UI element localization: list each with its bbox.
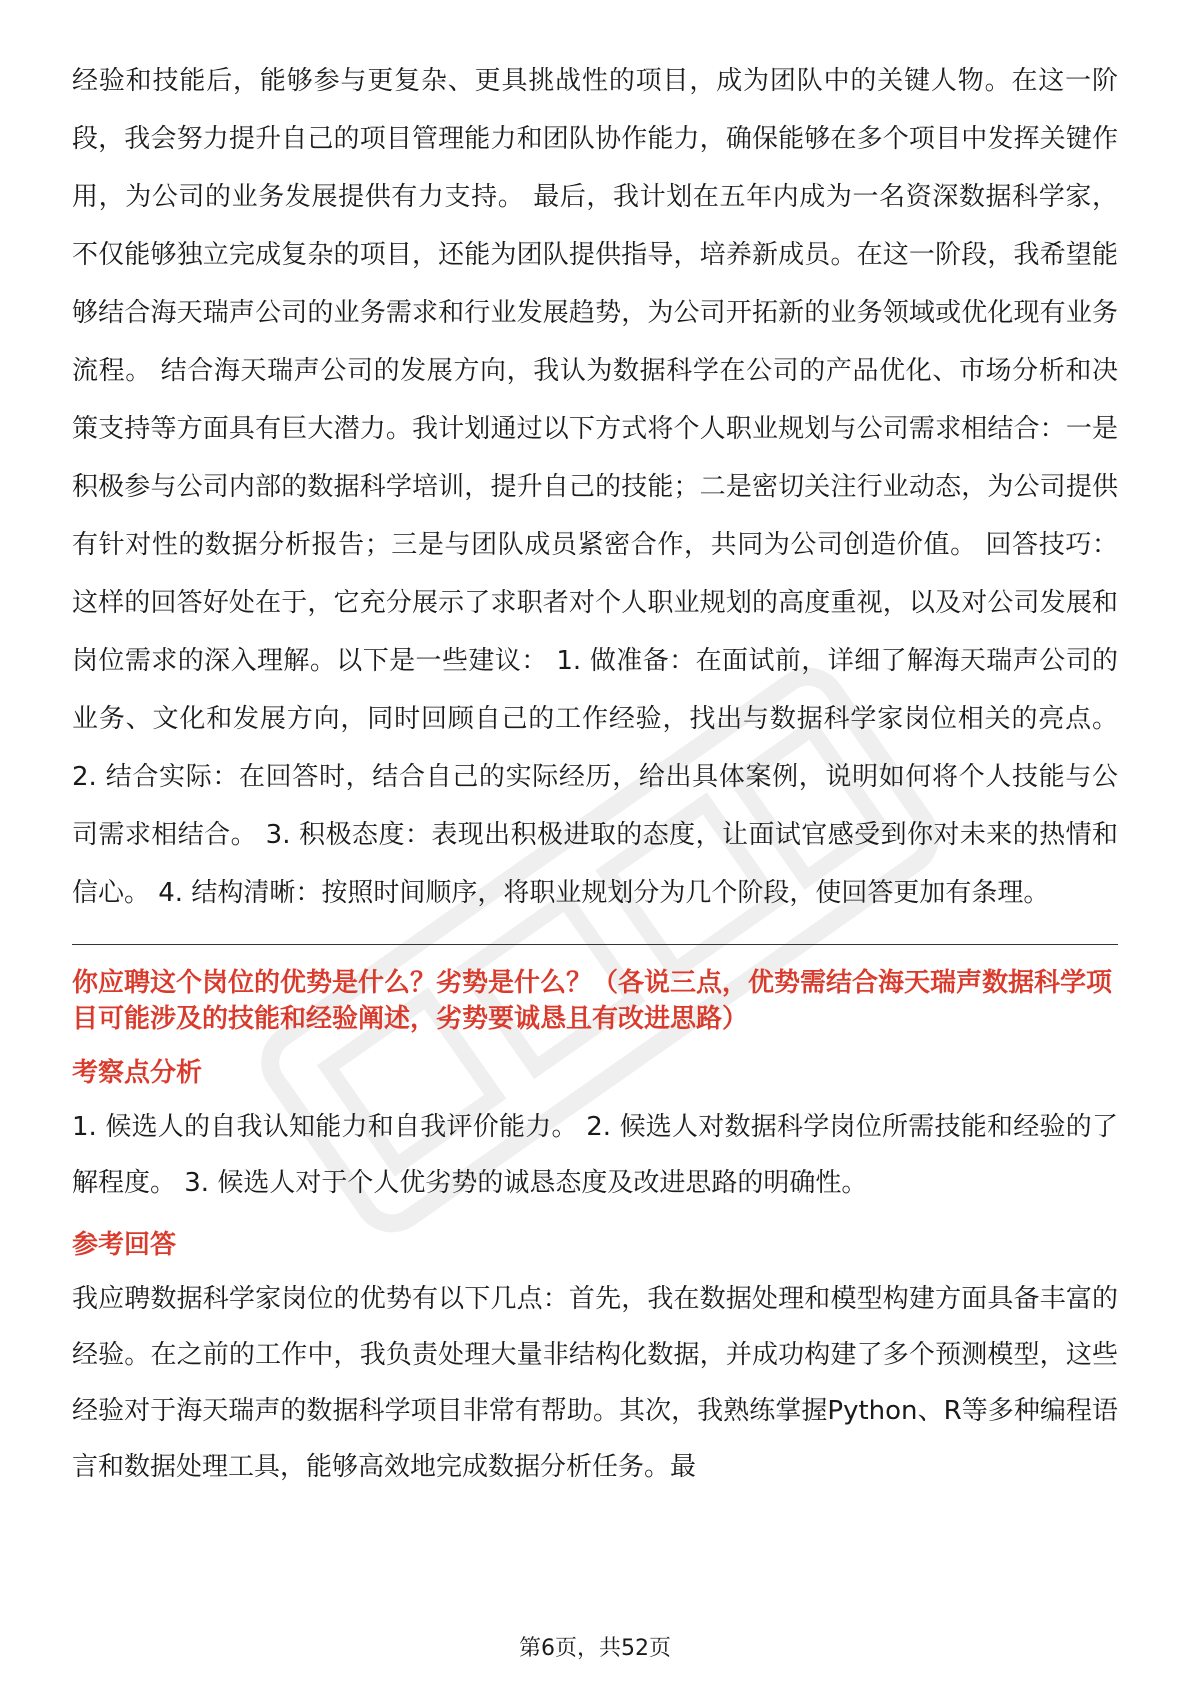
continuation-paragraph: 经验和技能后，能够参与更复杂、更具挑战性的项目，成为团队中的关键人物。在这一阶段，我会努力提升自己的项目管理能力和团队协作能力，确保能够在多个项目中发挥关键作用，为公司的业务发展提供有力支持。 最后，我计划在五年内成为一名资深数据科学家，不仅能够独立完成复杂的项目，还能为团队提供指导，培养新成员。在这一阶段，我希望能够结合海天瑞声公司的业务需求和行业发展趋势，为公司开拓新的业务领域或优化现有业务流程。 结合海天瑞声公司的发展方向，我认为数据科学在公司的产品优化、市场分析和决策支持等方面具有巨大潜力。我计划通过以下方式将个人职业规划与公司需求相结合：一是积极参与公司内部的数据科学培训，提升自己的技能；二是密切关注行业动态，为公司提供有针对性的数据分析报告；三是与团队成员紧密合作，共同为公司创造价值。 回答技巧： 这样的回答好处在于，它充分展示了求职者对个人职业规划的高度重视，以及对公司发展和岗位需求的深入理解。以下是一些建议： 1. 做准备：在面试前，详细了解海天瑞声公司的业务、文化和发展方向，同时回顾自己的工作经验，找出与数据科学家岗位相关的亮点。 2. 结合实际：在回答时，结合自己的实际经历，给出具体案例，说明如何将个人技能与公司需求相结合。 3. 积极态度：表现出积极进取的态度，让面试官感受到你对未来的热情和信心。 4. 结构清晰：按照时间顺序，将职业规划分为几个阶段，使回答更加有条理。: [72, 66, 1118, 908]
analysis-text: 1. 候选人的自我认知能力和自我评价能力。 2. 候选人对数据科学岗位所需技能和经验的了解程度。 3. 候选人对于个人优劣势的诚恳态度及改进思路的明确性。: [72, 1112, 1118, 1198]
question-title: 你应聘这个岗位的优势是什么？劣势是什么？（各说三点，优势需结合海天瑞声数据科学项目可能涉及的技能和经验阐述，劣势要诚恳且有改进思路）: [72, 968, 1113, 1034]
section-divider: [72, 944, 1118, 945]
page-footer: 第6页，共52页: [519, 1636, 671, 1661]
answer-text: 我应聘数据科学家岗位的优势有以下几点：首先，我在数据处理和模型构建方面具备丰富的经验。在之前的工作中，我负责处理大量非结构化数据，并成功构建了多个预测模型，这些经验对于海天瑞声的数据科学项目非常有帮助。其次，我熟练掌握Python、R等多种编程语言和数据处理工具，能够高效地完成数据分析任务。最: [72, 1284, 1118, 1482]
main-content: [72, 52, 1118, 1495]
answer-heading: 参考回答: [72, 1230, 177, 1260]
analysis-heading: 考察点分析: [72, 1058, 203, 1088]
